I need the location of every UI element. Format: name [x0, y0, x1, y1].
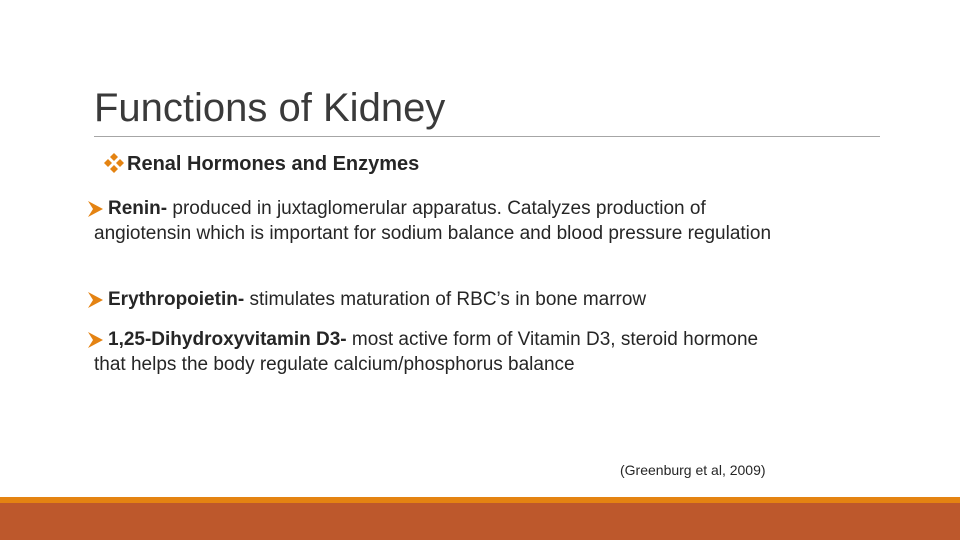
slide-title: Functions of Kidney	[94, 86, 446, 130]
bullet-term: 1,25-Dihydroxyvitamin D3-	[108, 329, 347, 350]
bullet-text: most active form of Vitamin D3, steroid hormone	[346, 329, 759, 350]
bullet-continuation: angiotensin which is important for sodium balance and blood pressure regulation	[94, 223, 772, 244]
subheading	[103, 150, 419, 178]
footer-bar	[0, 503, 960, 540]
title-underline	[94, 136, 880, 137]
arrowhead-icon	[86, 331, 104, 349]
bullet-term: Erythropoietin-	[108, 289, 245, 310]
four-diamond-icon	[103, 152, 125, 174]
bullet-vitamin-d3	[94, 327, 874, 377]
bullet-text: produced in juxtaglomerular apparatus. Catalyzes production of	[167, 198, 706, 219]
arrowhead-icon	[86, 200, 104, 218]
bullet-renin	[94, 196, 874, 246]
bullet-erythropoietin	[94, 287, 874, 312]
citation: (Greenburg et al, 2009)	[620, 462, 766, 478]
bullet-first-line	[94, 327, 874, 352]
subheading-text: Renal Hormones and Enzymes	[127, 153, 420, 175]
arrowhead-icon	[86, 291, 104, 309]
bullet-text: stimulates maturation of RBC’s in bone marrow	[244, 289, 647, 310]
bullet-continuation: that helps the body regulate calcium/phosphorus balance	[94, 354, 575, 375]
bullet-term: Renin-	[108, 198, 168, 219]
bullet-first-line	[94, 287, 874, 312]
bullet-first-line	[94, 196, 874, 221]
